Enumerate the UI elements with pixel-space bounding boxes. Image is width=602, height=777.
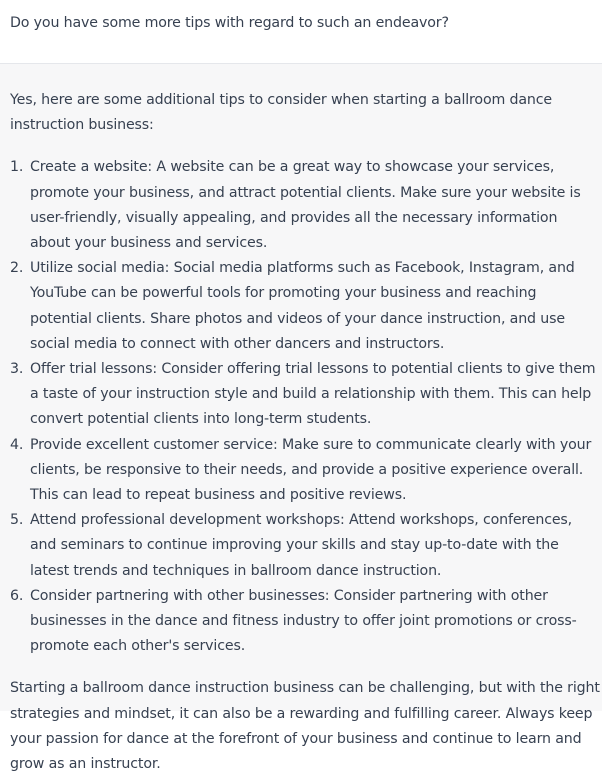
- list-item-text: Provide excellent customer service: Make sure to communicate clearly with your clients, be responsive to their needs, and provide a positive experience overall. This can lead to repeat business and positive reviews.: [30, 436, 592, 504]
- list-item-text: Attend professional development workshops: Attend workshops, conferences, and seminars to continue improving your skills and stay up-to-date with the latest trends and techniques in ballroom dance instruction.: [30, 512, 573, 579]
- assistant-message-content: [10, 88, 602, 777]
- list-item-number: 1.: [10, 159, 24, 176]
- list-item-number: 2.: [10, 260, 24, 277]
- user-message-text: Do you have some more tips with regard to such an endeavor?: [10, 15, 449, 31]
- list-item: [10, 155, 602, 256]
- assistant-intro: Yes, here are some additional tips to consider when starting a ballroom dance instruction business:: [10, 92, 552, 134]
- list-item-text: Utilize social media: Social media platforms such as Facebook, Instagram, and YouTube can be powerful tools for promoting your business and reaching potential clients. Share photos and videos of your dance instruction, and use social media to connect with other dancers and instructors.: [30, 260, 575, 352]
- list-item: [10, 433, 602, 509]
- list-item-number: 4.: [10, 436, 24, 453]
- list-item-number: 6.: [10, 587, 24, 604]
- user-message: [0, 0, 602, 64]
- list-item-text: Offer trial lessons: Consider offering trial lessons to potential clients to give them a taste of your instruction style and build a relationship with them. This can help convert potential clients into long-term students.: [30, 361, 596, 428]
- tips-list: [10, 155, 602, 659]
- list-item-number: 3.: [10, 361, 24, 378]
- list-item-text: Consider partnering with other businesses: Consider partnering with other businesses in the dance and fitness industry to offer joint promotions or cross-promote each other's services.: [30, 587, 577, 655]
- list-item: [10, 256, 602, 357]
- list-item-text: Create a website: A website can be a great way to showcase your services, promote your business, and attract potential clients. Make sure your website is user-friendly, visually appealing, and provides all the necessary information about your business and services.: [30, 159, 581, 252]
- list-item: [10, 357, 602, 433]
- assistant-message: [0, 64, 602, 773]
- assistant-outro: Starting a ballroom dance instruction business can be challenging, but with the right strategies and mindset, it can also be a rewarding and fulfilling career. Always keep your passion for dance at the forefront of your business and continue to learn and grow as an instructor.: [10, 680, 600, 773]
- list-item-number: 5.: [10, 512, 24, 529]
- list-item: [10, 508, 602, 584]
- list-item: [10, 584, 602, 660]
